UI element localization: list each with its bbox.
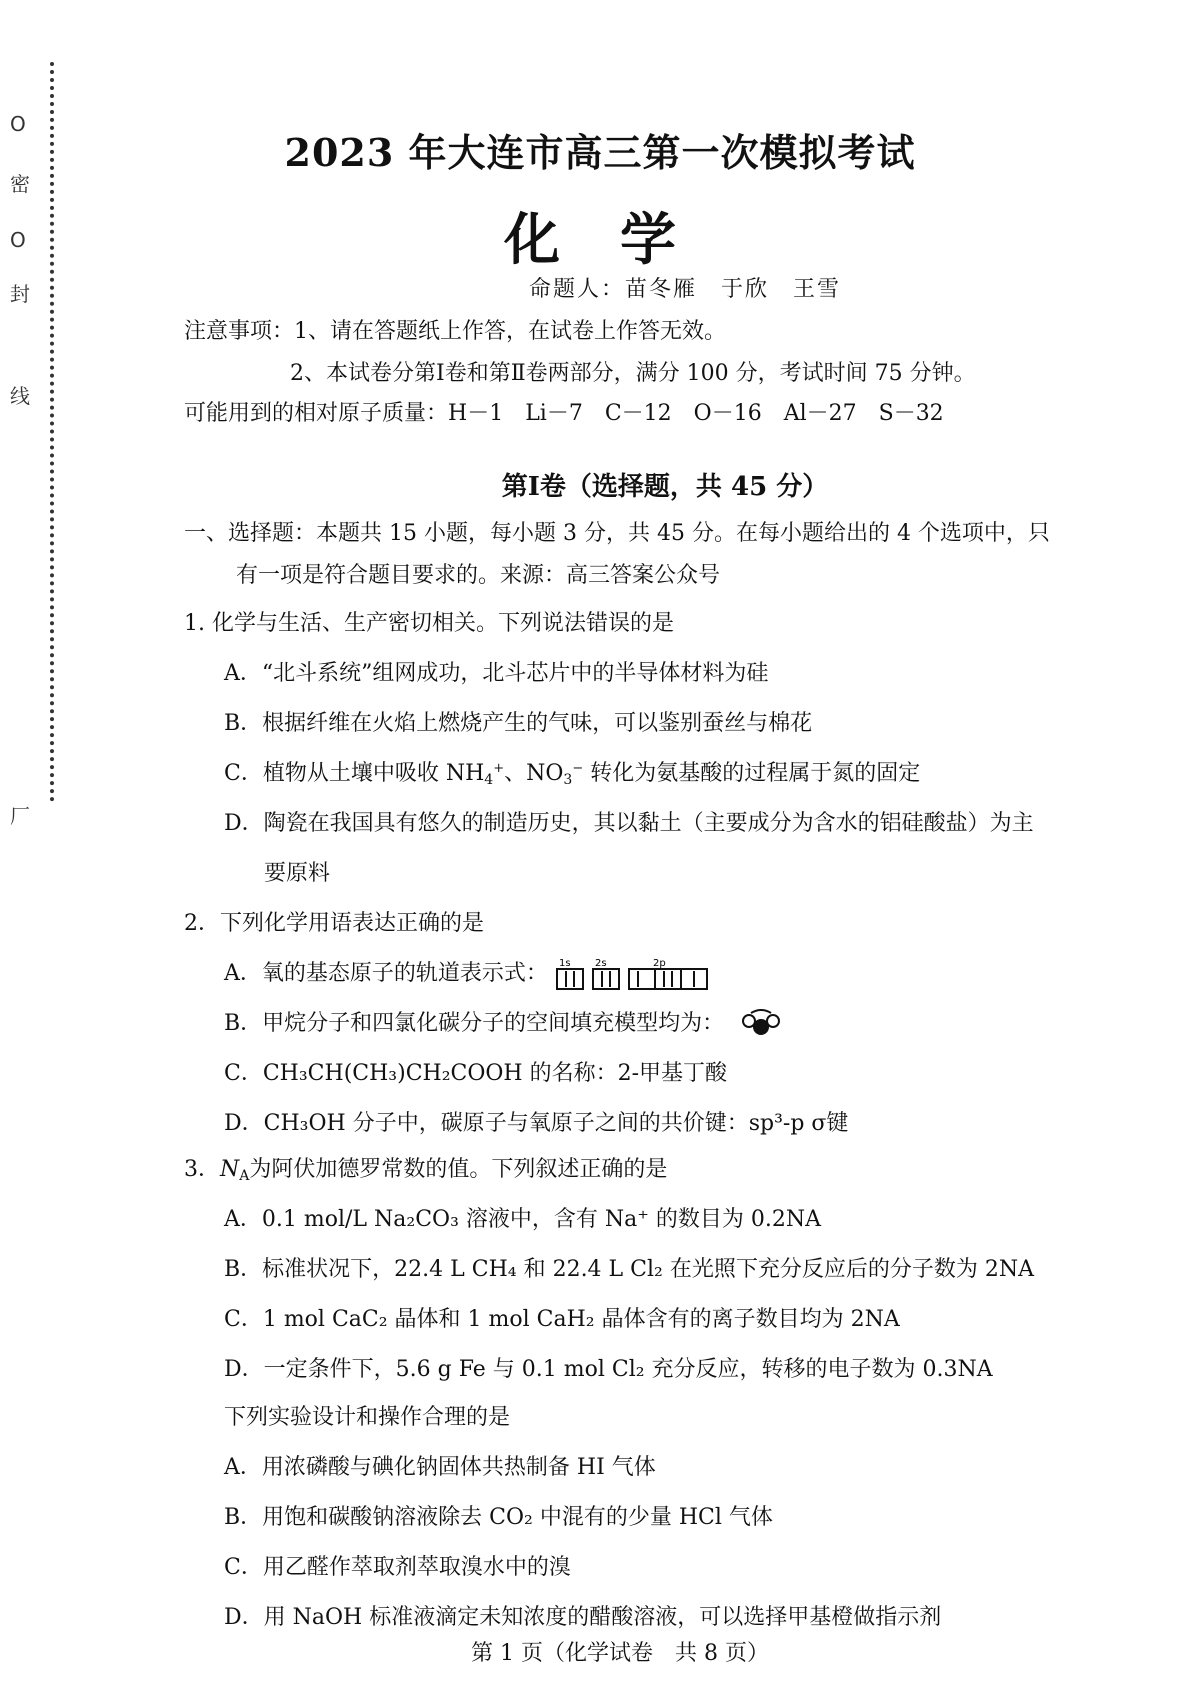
binding-mark: O <box>10 228 26 252</box>
binding-mark: O <box>10 112 26 136</box>
question-number: 3． <box>184 1157 220 1182</box>
source-text: 来源：高三答案公众号 <box>500 563 721 588</box>
q1-option-b: B．根据纤维在火焰上燃烧产生的气味，可以鉴别蚕丝与棉花 <box>224 711 813 736</box>
orbital-label: 2p <box>652 958 666 969</box>
q2-option-a <box>224 956 715 991</box>
q3-option-c: C．1 mol CaC₂ 晶体和 1 mol CaH₂ 晶体含有的离子数目均为 2NA <box>224 1307 900 1332</box>
orbital-label: 2s <box>594 958 607 969</box>
question-number: 2． <box>184 911 220 936</box>
question-4-stem: 下列实验设计和操作合理的是 <box>224 1405 511 1430</box>
note-2: 2、本试卷分第Ⅰ卷和第Ⅱ卷两部分，满分 100 分，考试时间 75 分钟。 <box>290 361 976 386</box>
q2-option-c: C．CH₃CH(CH₃)CH₂COOH 的名称：2-甲基丁酸 <box>224 1061 728 1086</box>
q4-option-a: A．用浓磷酸与碘化钠固体共热制备 HI 气体 <box>224 1455 656 1480</box>
binding-mark: 封 <box>10 282 30 306</box>
atomic-masses-label: 可能用到的相对原子质量： <box>184 401 449 426</box>
q1-option-c-part: 、NO <box>504 761 564 786</box>
q2-option-a-text: A．氧的基态原子的轨道表示式： <box>224 961 548 986</box>
binding-mark: 密 <box>10 172 30 196</box>
question-text: 化学与生活、生产密切相关。下列说法错误的是 <box>212 611 675 636</box>
q1-option-c-part: 转化为氨基酸的过程属于氮的固定 <box>583 761 921 786</box>
space-filling-model-icon <box>731 1009 791 1039</box>
q4-option-c: C．用乙醛作萃取剂萃取溴水中的溴 <box>224 1555 571 1580</box>
page-footer: 第 1 页（化学试卷 共 8 页） <box>471 1641 769 1666</box>
question-3-stem: 3．$N_A$为阿伏加德罗常数的值。下列叙述正确的是 <box>184 1152 667 1184</box>
binding-mark: 线 <box>10 384 30 408</box>
note-1: 1、请在答题纸上作答，在试卷上作答无效。 <box>294 319 727 344</box>
subject-title: 化学 <box>504 207 736 273</box>
atomic-masses: H－1 Li－7 C－12 O－16 Al－27 S－32 <box>448 401 944 426</box>
q4-option-b: B．用饱和碳酸钠溶液除去 CO₂ 中混有的少量 HCl 气体 <box>224 1505 773 1530</box>
instruction-line-2 <box>236 558 720 589</box>
notes-line-1 <box>184 314 726 345</box>
q3-option-a: A．0.1 mol/L Na₂CO₃ 溶液中，含有 Na⁺ 的数目为 0.2NA <box>224 1207 821 1232</box>
binding-mark: 厂 <box>10 804 30 828</box>
question-2-stem <box>184 906 484 937</box>
section-title: 第Ⅰ卷（选择题，共 45 分） <box>501 472 829 502</box>
q2-option-b <box>224 1006 791 1039</box>
q3-option-d: D．一定条件下，5.6 g Fe 与 0.1 mol Cl₂ 充分反应，转移的电子数为 0.3NA <box>224 1357 993 1382</box>
q1-option-d-line-1: D．陶瓷在我国具有悠久的制造历史，其以黏土（主要成分为含水的铝硅酸盐）为主 <box>224 811 1034 836</box>
q1-option-c: C．植物从土壤中吸收 $NH_4^+$、$NO_3^-$ 转化为氨基酸的过程属于氮的固定 <box>224 761 921 788</box>
notes-label: 注意事项： <box>184 319 295 344</box>
authors: 命题人：苗冬雁 于欣 王雪 <box>528 277 841 302</box>
q3-option-b: B．标准状况下，22.4 L CH₄ 和 22.4 L Cl₂ 在光照下充分反应后的分子数为 2NA <box>224 1257 1034 1282</box>
orbital-label: 1s <box>558 958 571 969</box>
q2-option-d: D．CH₃OH 分子中，碳原子与氧原子之间的共价键：sp³-p σ键 <box>224 1111 849 1136</box>
q1-option-c-part: C．植物从土壤中吸收 NH <box>224 761 485 786</box>
orbital-diagram <box>555 957 715 991</box>
q1-option-d-line-2: 要原料 <box>264 861 331 886</box>
q1-option-a: A．“北斗系统”组网成功，北斗芯片中的半导体材料为硅 <box>224 661 769 686</box>
instruction-text: 有一项是符合题目要求的。 <box>236 563 501 588</box>
q2-option-b-text: B．甲烷分子和四氯化碳分子的空间填充模型均为： <box>224 1011 725 1036</box>
question-1-stem <box>184 606 674 637</box>
instruction-line-1: 一、选择题：本题共 15 小题，每小题 3 分，共 45 分。在每小题给出的 4 个选项中，只 <box>184 521 1050 546</box>
question-text: 下列化学用语表达正确的是 <box>220 911 485 936</box>
exam-title: 2023 年大连市高三第一次模拟考试 <box>284 130 916 175</box>
question-number: 1. <box>184 611 205 636</box>
q4-option-d: D．用 NaOH 标准液滴定未知浓度的醋酸溶液，可以选择甲基橙做指示剂 <box>224 1605 942 1630</box>
question-text: 为阿伏加德罗常数的值。下列叙述正确的是 <box>249 1157 668 1182</box>
atomic-masses-line <box>184 396 944 427</box>
